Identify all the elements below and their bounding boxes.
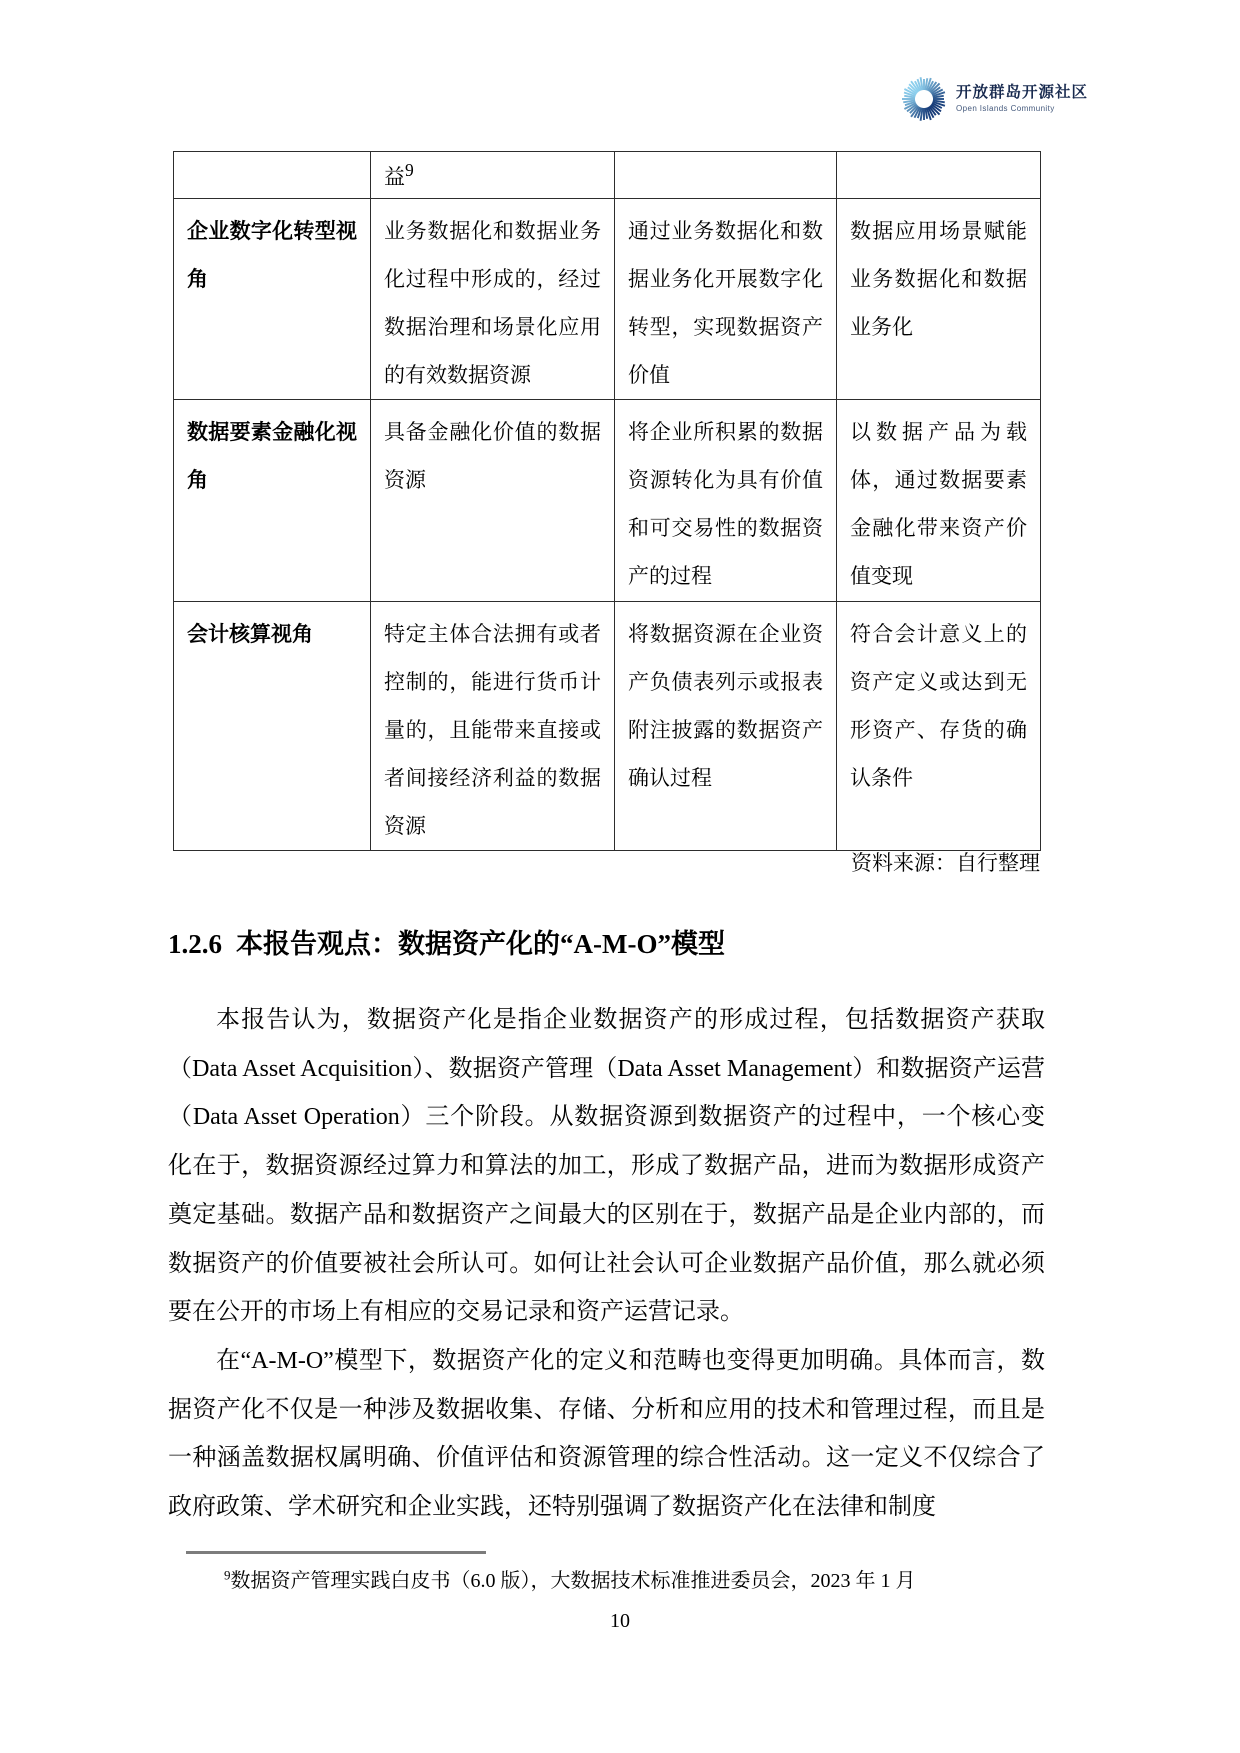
row-label-cell: 企业数字化转型视角	[174, 199, 371, 400]
heading-number: 1.2.6	[168, 929, 222, 959]
footnote-marker: 9	[224, 1567, 231, 1583]
row-label-cell: 会计核算视角	[174, 602, 371, 851]
table-row	[174, 400, 1041, 602]
logo	[901, 76, 1088, 122]
footnote-text: 数据资产管理实践白皮书（6.0 版），大数据技术标准推进委员会，2023 年 1 月	[230, 1570, 916, 1592]
footnote	[168, 1564, 1045, 1598]
empty-cell	[174, 152, 371, 199]
feature-cell: 数据应用场景赋能业务数据化和数据业务化	[837, 199, 1041, 400]
footnote-ref-9: 9	[405, 160, 414, 180]
definition-cell: 具备金融化价值的数据资源	[371, 400, 615, 602]
paragraph-2: 在“A-M-O”模型下，数据资产化的定义和范畴也变得更加明确。具体而言，数据资产化不仅是一种涉及数据收集、存储、分析和应用的技术和管理过程，而且是一种涵盖数据权属明确、价值评估和资源管理的综合性活动。这一定义不仅综合了政府政策、学术研究和企业实践，还特别强调了数据资产化在法律和制度	[168, 1347, 1045, 1521]
process-cell: 通过业务数据化和数据业务化开展数字化转型，实现数据资产价值	[615, 199, 837, 400]
section-heading	[168, 922, 725, 966]
definition-cell: 业务数据化和数据业务化过程中形成的，经过数据治理和场景化应用的有效数据资源	[371, 199, 615, 400]
table-row	[174, 199, 1041, 400]
empty-cell	[837, 152, 1041, 199]
definition-cell: 特定主体合法拥有或者控制的，能进行货币计量的，且能带来直接或者间接经济利益的数据资源	[371, 602, 615, 851]
heading-title-main: 本报告观点：数据资产化的	[236, 929, 560, 959]
continuation-text: 益	[384, 165, 405, 189]
process-cell: 将企业所积累的数据资源转化为具有价值和可交易性的数据资产的过程	[615, 400, 837, 602]
process-cell: 将数据资源在企业资产负债表列示或报表附注披露的数据资产确认过程	[615, 602, 837, 851]
open-islands-logo-icon	[901, 76, 947, 122]
row-label-cell: 数据要素金融化视角	[174, 400, 371, 602]
logo-text	[956, 84, 1088, 114]
body-text	[168, 996, 1045, 1532]
page-number: 10	[610, 1610, 630, 1632]
table-row-continuation	[174, 152, 1041, 199]
heading-title-suffix: 模型	[670, 929, 725, 959]
feature-cell: 以数据产品为载体，通过数据要素金融化带来资产价值变现	[837, 400, 1041, 602]
paragraph-1: 本报告认为，数据资产化是指企业数据资产的形成过程，包括数据资产获取（Data Asset Acquisition）、数据资产管理（Data Asset Management）和数据资产运营（Data Asset Operation）三个阶段。从数据资源到数据资产的过程中，一个核心变化在于，数据资源经过算力和算法的加工，形成了数据产品，进而为数据形成资产奠定基础。数据产品和数据资产之间最大的区别在于，数据产品是企业内部的，而数据资产的价值要被社会所认可。如何让社会认可企业数据产品价值，那么就必须要在公开的市场上有相应的交易记录和资产运营记录。	[168, 1007, 1045, 1326]
footnote-separator-rule	[186, 1551, 486, 1554]
feature-cell: 符合会计意义上的资产定义或达到无形资产、存货的确认条件	[837, 602, 1041, 851]
logo-title-en: Open Islands Community	[956, 104, 1055, 113]
comparison-table	[173, 151, 1041, 851]
continuation-cell	[371, 152, 615, 199]
logo-title-zh: 开放群岛开源社区	[956, 84, 1089, 101]
table-row	[174, 602, 1041, 851]
heading-title-model: “A-M-O”	[560, 929, 671, 959]
table-caption: 资料来源：自行整理	[851, 851, 1040, 875]
empty-cell	[615, 152, 837, 199]
